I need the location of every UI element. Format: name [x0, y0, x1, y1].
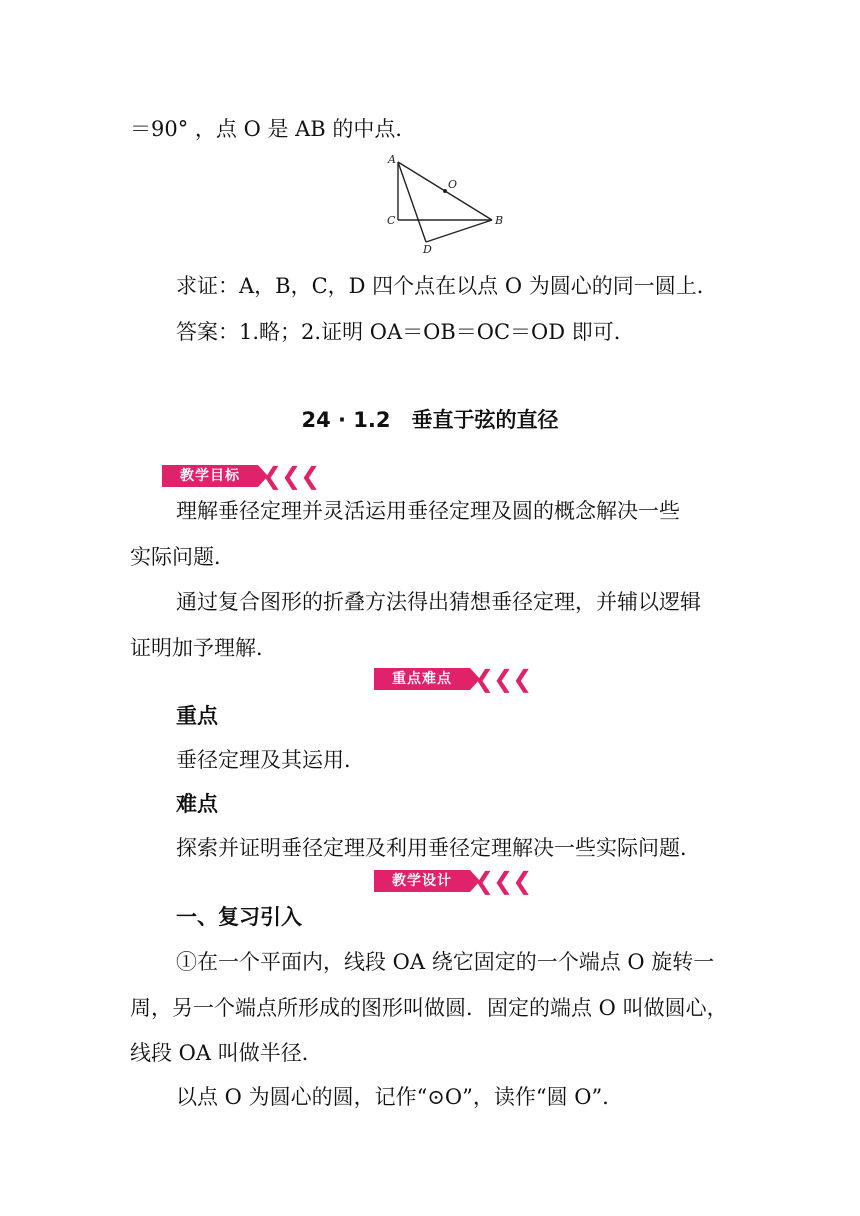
- goal-paragraph-1-line-1: 理解垂径定理并灵活运用垂径定理及圆的概念解决一些: [176, 499, 680, 523]
- design-paragraph-1-line-1: ①在一个平面内，线段 OA 绕它固定的一个端点 O 旋转一: [176, 950, 715, 974]
- label-b: B: [495, 214, 504, 227]
- point-o: [443, 189, 447, 193]
- badge-label: 教学设计: [374, 870, 470, 892]
- design-paragraph-2: 以点 O 为圆心的圆，记作“⊙O”，读作“圆 O”．: [176, 1085, 624, 1109]
- chevron-icon: ❮❮❮: [474, 665, 532, 693]
- focus-text: 垂径定理及其运用．: [176, 748, 365, 772]
- design-paragraph-1-line-2: 周，另一个端点所形成的图形叫做圆．固定的端点 O 叫做圆心，: [130, 996, 728, 1020]
- goal-paragraph-2-line-1: 通过复合图形的折叠方法得出猜想垂径定理，并辅以逻辑: [176, 590, 701, 614]
- triangle-figure: [380, 152, 510, 256]
- answer-line: 答案：1.略；2.证明 OA＝OB＝OC＝OD 即可．: [176, 320, 635, 344]
- review-heading: 一、复习引入: [176, 905, 302, 929]
- label-c: C: [387, 214, 396, 227]
- label-o: O: [448, 178, 458, 191]
- focus-heading: 重点: [176, 704, 218, 728]
- goal-paragraph-1-line-2: 实际问题．: [130, 545, 235, 569]
- section-title: 24 · 1.2 垂直于弦的直径: [301, 408, 559, 432]
- top-text-line: ＝90° ，点 O 是 AB 的中点．: [130, 117, 417, 141]
- difficulty-heading: 难点: [176, 792, 218, 816]
- badge-label: 重点难点: [374, 668, 470, 690]
- chevron-icon: ❮❮❮: [262, 462, 320, 490]
- segment-db: [426, 220, 492, 242]
- difficulty-text: 探索并证明垂径定理及利用垂径定理解决一些实际问题．: [176, 836, 701, 860]
- segment-ad: [398, 162, 426, 242]
- proof-statement: 求证：A，B，C，D 四个点在以点 O 为圆心的同一圆上．: [176, 274, 718, 298]
- goal-paragraph-2-line-2: 证明加予理解．: [130, 636, 277, 660]
- label-a: A: [388, 153, 396, 166]
- chevron-icon: ❮❮❮: [474, 867, 532, 895]
- design-paragraph-1-line-3: 线段 OA 叫做半径．: [130, 1041, 323, 1065]
- badge-label: 教学目标: [162, 465, 258, 487]
- label-d: D: [423, 243, 432, 256]
